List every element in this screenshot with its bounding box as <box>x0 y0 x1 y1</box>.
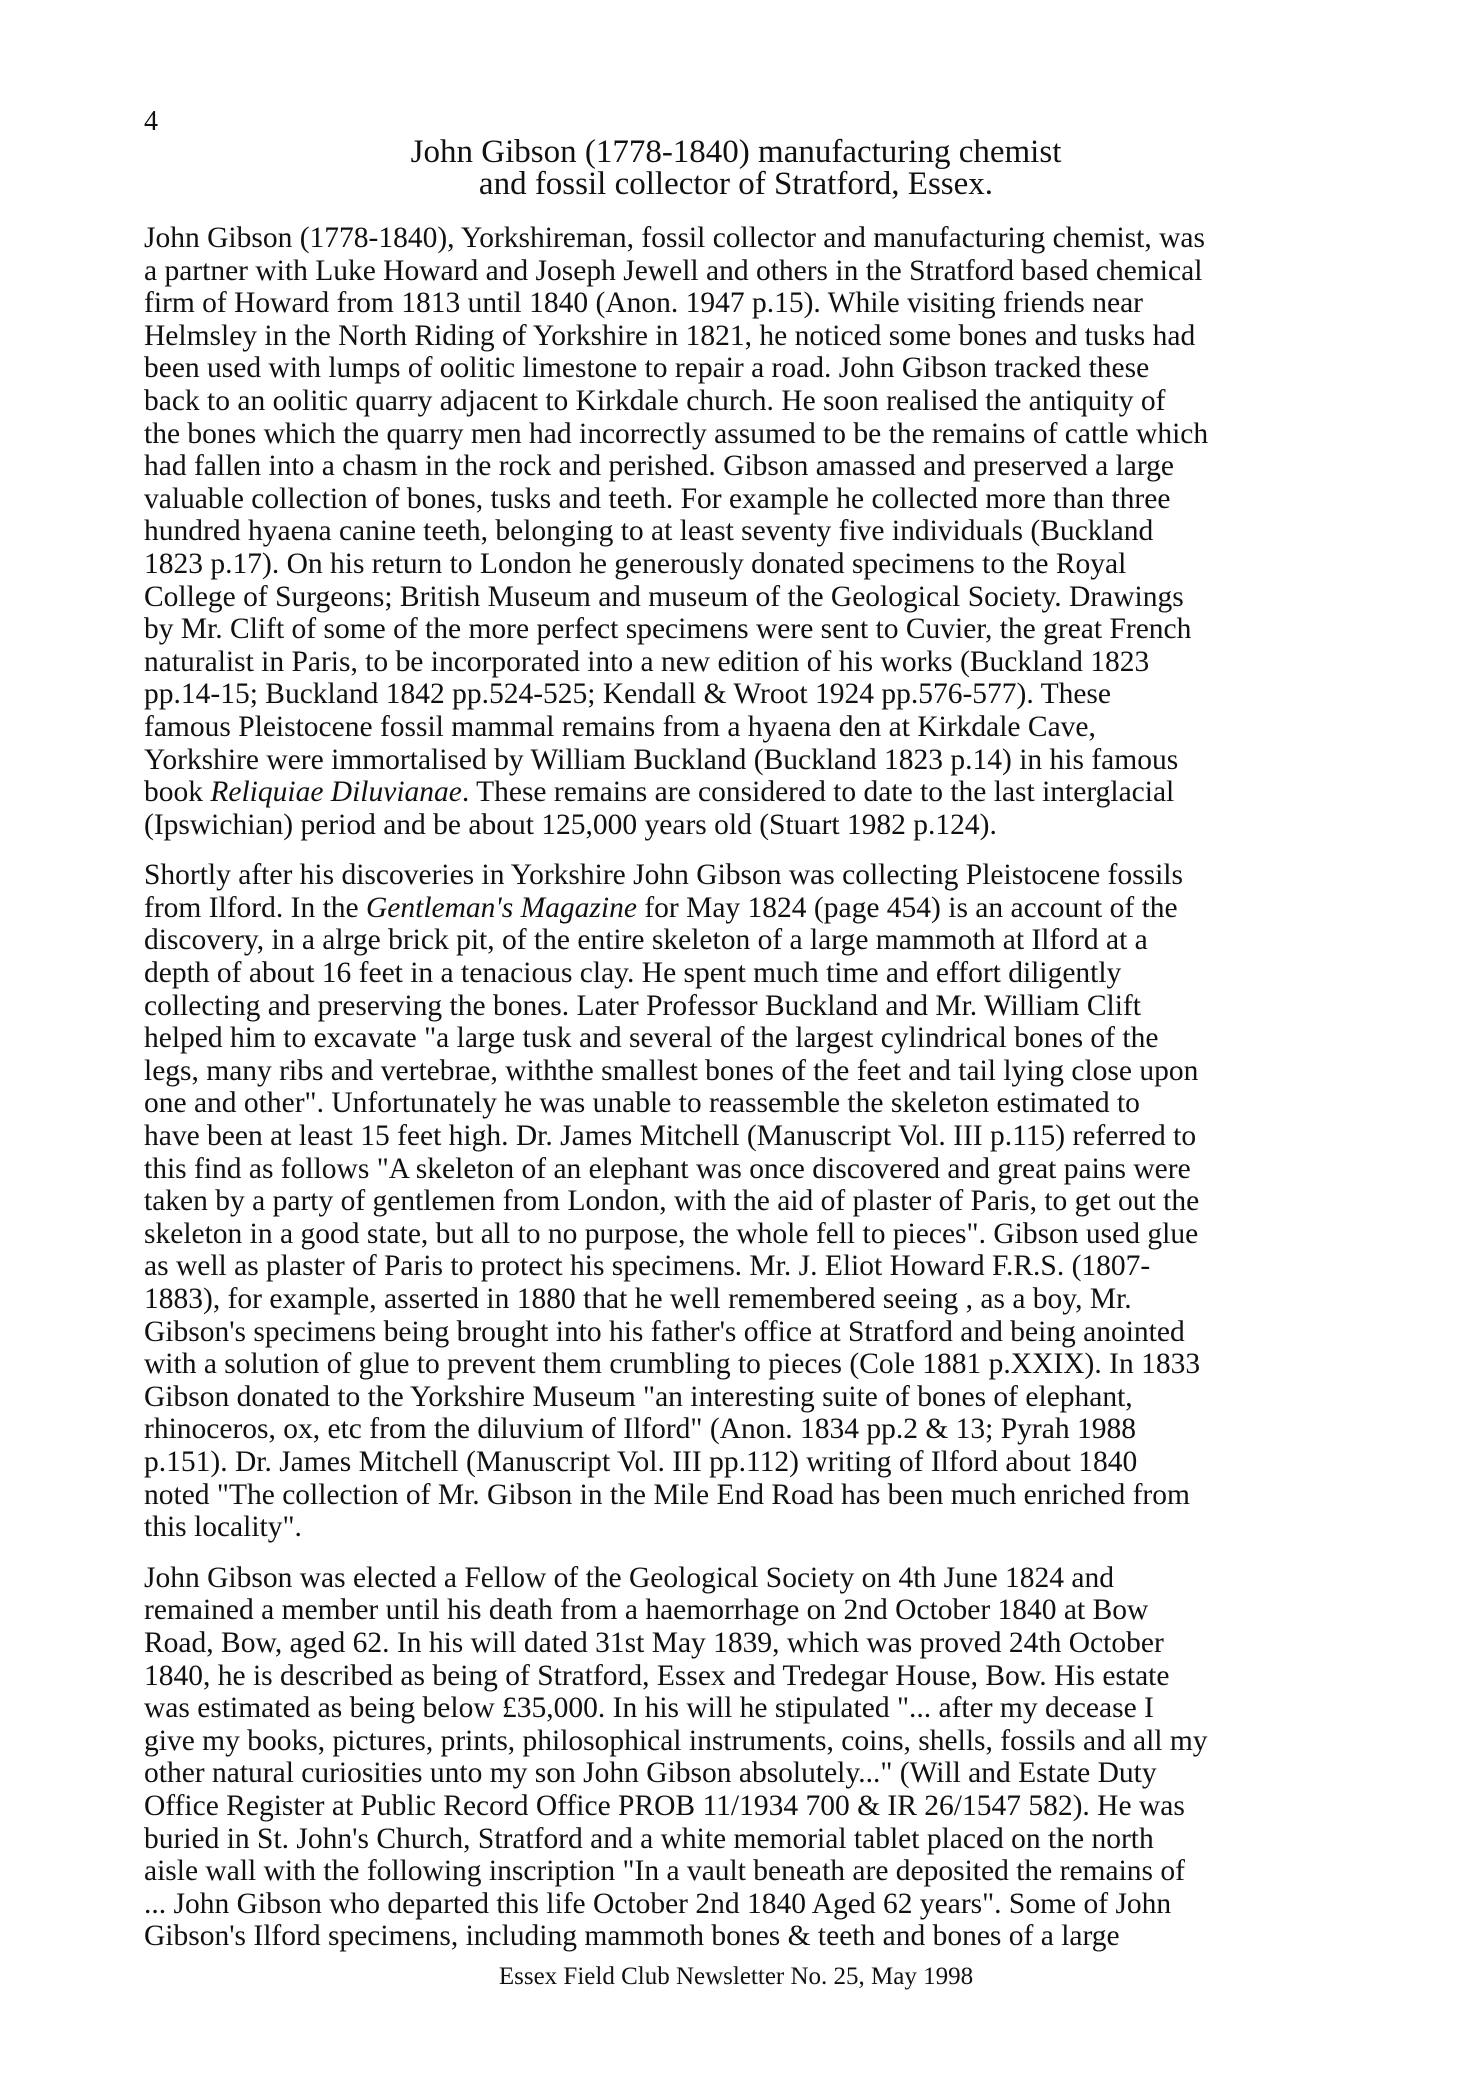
text-segment: famous Pleistocene fossil mammal remains from a hyaena den at Kirkdale Cave, <box>144 710 1096 743</box>
text-segment: one and other". Unfortunately he was unable to reassemble the skeleton estimated to <box>144 1087 1140 1120</box>
text-line <box>144 892 1324 925</box>
text-line <box>144 320 1324 353</box>
text-segment: from Ilford. In the <box>144 891 366 924</box>
text-segment: for May 1824 (page 454) is an account of the <box>636 891 1178 924</box>
title-line-1: John Gibson (1778-1840) manufacturing chemist <box>410 134 1062 170</box>
text-line <box>144 924 1324 957</box>
text-segment: pp.14-15; Buckland 1842 pp.524-525; Kendall & Wroot 1924 pp.576-577). These <box>144 678 1112 711</box>
text-segment: aisle wall with the following inscription "In a vault beneath are deposited the remains of <box>144 1855 1185 1888</box>
text-line <box>144 1446 1324 1479</box>
article-body <box>144 222 1324 1971</box>
text-segment: valuable collection of bones, tusks and teeth. For example he collected more than three <box>144 482 1171 515</box>
text-segment: Road, Bow, aged 62. In his will dated 31st May 1839, which was proved 24th October <box>144 1626 1164 1659</box>
text-segment: buried in St. John's Church, Stratford and a white memorial tablet placed on the north <box>144 1822 1154 1855</box>
text-line <box>144 1594 1324 1627</box>
text-segment: this find as follows "A skeleton of an elephant was once discovered and great pains were <box>144 1152 1191 1185</box>
text-line <box>144 483 1324 516</box>
text-line <box>144 1627 1324 1660</box>
text-line <box>144 1381 1324 1414</box>
text-segment: Gibson's Ilford specimens, including mammoth bones & teeth and bones of a large <box>144 1920 1120 1953</box>
text-segment: John Gibson was elected a Fellow of the Geological Society on 4th June 1824 and <box>144 1561 1115 1594</box>
text-line <box>144 744 1324 777</box>
text-line <box>144 859 1324 892</box>
text-line <box>144 1283 1324 1316</box>
text-segment: Shortly after his discoveries in Yorkshire John Gibson was collecting Pleistocene fossils <box>144 859 1183 892</box>
article-title <box>144 136 1328 200</box>
text-line <box>144 1855 1324 1888</box>
text-line <box>144 646 1324 679</box>
text-line <box>144 1479 1324 1512</box>
newsletter-footer: Essex Field Club Newsletter No. 25, May 1998 <box>498 1963 974 1990</box>
text-segment: 1823 p.17). On his return to London he generously donated specimens to the Royal <box>144 547 1127 580</box>
text-segment: been used with lumps of oolitic limestone to repair a road. John Gibson tracked these <box>144 352 1150 385</box>
text-segment: College of Surgeons; British Museum and museum of the Geological Society. Drawings <box>144 580 1184 613</box>
text-line <box>144 1692 1324 1725</box>
text-line <box>144 515 1324 548</box>
text-line <box>144 957 1324 990</box>
paragraph-3 <box>144 1562 1324 1953</box>
text-segment: p.151). Dr. James Mitchell (Manuscript Vol. III pp.112) writing of Ilford about 1840 <box>144 1445 1138 1478</box>
text-segment: a partner with Luke Howard and Joseph Jewell and others in the Stratford based chemical <box>144 254 1203 287</box>
text-segment: depth of about 16 feet in a tenacious clay. He spent much time and effort diligently <box>144 957 1122 990</box>
text-segment: give my books, pictures, prints, philosophical instruments, coins, shells, fossils and all my <box>144 1724 1208 1757</box>
text-line <box>144 1153 1324 1186</box>
text-segment: 1883), for example, asserted in 1880 that he well remembered seeing , as a boy, Mr. <box>144 1283 1132 1315</box>
text-segment: firm of Howard from 1813 until 1840 (Anon. 1947 p.15). While visiting friends near <box>144 287 1144 320</box>
text-segment: other natural curiosities unto my son John Gibson absolutely..." (Will and Estate Duty <box>144 1757 1157 1790</box>
text-segment: hundred hyaena canine teeth, belonging to at least seventy five individuals (Buckland <box>144 515 1154 548</box>
text-segment: collecting and preserving the bones. Later Professor Buckland and Mr. William Clift <box>144 989 1141 1022</box>
text-line <box>144 1120 1324 1153</box>
text-line <box>144 352 1324 385</box>
text-segment: by Mr. Clift of some of the more perfect specimens were sent to Cuvier, the great French <box>144 613 1192 646</box>
text-line <box>144 1185 1324 1218</box>
text-segment: have been at least 15 feet high. Dr. James Mitchell (Manuscript Vol. III p.115) referred to <box>144 1120 1197 1153</box>
title-line-2: and fossil collector of Stratford, Essex. <box>478 166 994 202</box>
text-line <box>144 1250 1324 1283</box>
text-segment: as well as plaster of Paris to protect his specimens. Mr. J. Eliot Howard F.R.S. (1807- <box>144 1250 1151 1283</box>
text-segment: rhinoceros, ox, etc from the diluvium of Ilford" (Anon. 1834 pp.2 & 13; Pyrah 1988 <box>144 1413 1136 1446</box>
text-segment: this locality". <box>144 1511 302 1544</box>
text-segment: . These remains are considered to date to the last interglacial <box>461 776 1175 809</box>
text-line <box>144 776 1324 809</box>
text-line <box>144 581 1324 614</box>
text-line <box>144 287 1324 320</box>
text-line <box>144 1218 1324 1251</box>
text-segment: (Ipswichian) period and be about 125,000 years old (Stuart 1982 p.124). <box>144 808 997 841</box>
text-line <box>144 1888 1324 1921</box>
text-line <box>144 1920 1324 1953</box>
text-segment: legs, many ribs and vertebrae, withthe smallest bones of the feet and tail lying close upon <box>144 1054 1199 1087</box>
text-segment: was estimated as being below £35,000. In his will he stipulated "... after my decease I <box>144 1692 1154 1725</box>
text-segment: noted "The collection of Mr. Gibson in the Mile End Road has been much enriched from <box>144 1478 1190 1511</box>
text-segment: helped him to excavate "a large tusk and several of the largest cylindrical bones of the <box>144 1022 1159 1055</box>
text-line <box>144 450 1324 483</box>
text-line <box>144 1022 1324 1055</box>
text-line <box>144 1725 1324 1758</box>
text-segment: the bones which the quarry men had incorrectly assumed to be the remains of cattle which <box>144 417 1209 450</box>
text-segment: Helmsley in the North Riding of Yorkshire in 1821, he noticed some bones and tusks had <box>144 319 1196 352</box>
text-line <box>144 1511 1324 1544</box>
text-line <box>144 418 1324 451</box>
text-segment: taken by a party of gentlemen from London, with the aid of plaster of Paris, to get out the <box>144 1185 1200 1218</box>
text-line <box>144 613 1324 646</box>
text-line <box>144 1823 1324 1856</box>
text-segment: John Gibson (1778-1840), Yorkshireman, fossil collector and manufacturing chemist, was <box>144 222 1206 254</box>
text-line <box>144 1348 1324 1381</box>
text-segment: Office Register at Public Record Office PROB 11/1934 700 & IR 26/1547 582). He was <box>144 1789 1185 1822</box>
text-segment: discovery, in a alrge brick pit, of the entire skeleton of a large mammoth at Ilford at a <box>144 924 1148 957</box>
text-line <box>144 1413 1324 1446</box>
text-line <box>144 1757 1324 1790</box>
text-segment: had fallen into a chasm in the rock and perished. Gibson amassed and preserved a large <box>144 450 1174 483</box>
text-segment: with a solution of glue to prevent them crumbling to pieces (Cole 1881 p.XXIX). In 1833 <box>144 1348 1201 1381</box>
text-line <box>144 1562 1324 1595</box>
text-line <box>144 711 1324 744</box>
text-line <box>144 222 1324 255</box>
text-segment: naturalist in Paris, to be incorporated into a new edition of his works (Buckland 1823 <box>144 645 1150 678</box>
text-line <box>144 548 1324 581</box>
paragraph-2 <box>144 859 1324 1543</box>
text-line <box>144 1087 1324 1120</box>
text-segment: ... John Gibson who departed this life October 2nd 1840 Aged 62 years". Some of John <box>144 1887 1172 1920</box>
page-number: 4 <box>144 106 158 137</box>
text-line <box>144 809 1324 842</box>
text-line <box>144 255 1324 288</box>
paragraph-1 <box>144 222 1324 841</box>
text-segment: Yorkshire were immortalised by William Buckland (Buckland 1823 p.14) in his famous <box>144 743 1179 776</box>
text-segment: back to an oolitic quarry adjacent to Kirkdale church. He soon realised the antiquity of <box>144 384 1166 417</box>
text-segment: Gibson donated to the Yorkshire Museum "an interesting suite of bones of elephant, <box>144 1380 1133 1413</box>
text-line <box>144 1660 1324 1693</box>
text-segment: remained a member until his death from a haemorrhage on 2nd October 1840 at Bow <box>144 1594 1149 1627</box>
text-segment: 1840, he is described as being of Stratford, Essex and Tredegar House, Bow. His estate <box>144 1659 1170 1692</box>
italic-title: Reliquiae Diluvianae <box>210 776 462 809</box>
text-line <box>144 990 1324 1023</box>
italic-title: Gentleman's Magazine <box>366 891 637 924</box>
text-segment: Gibson's specimens being brought into his father's office at Stratford and being anointed <box>144 1315 1185 1348</box>
text-segment: skeleton in a good state, but all to no purpose, the whole fell to pieces". Gibson used glue <box>144 1217 1199 1250</box>
text-line <box>144 678 1324 711</box>
text-line <box>144 1055 1324 1088</box>
text-segment: book <box>144 776 211 809</box>
text-line <box>144 1790 1324 1823</box>
text-line <box>144 1316 1324 1349</box>
text-line <box>144 385 1324 418</box>
